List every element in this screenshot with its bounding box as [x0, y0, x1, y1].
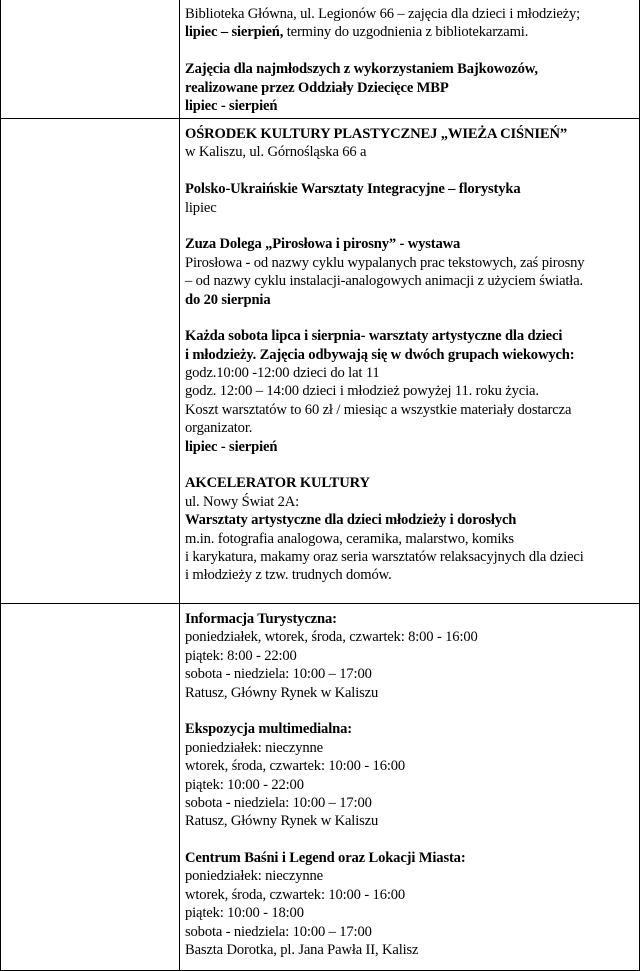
- text-line: [185, 23, 635, 41]
- text-line: Biblioteka Główna, ul. Legionów 66 – zajęcia dla dzieci i młodzieży;: [185, 6, 581, 22]
- text-line: – od nazwy cyklu instalacji-analogowych animacji z użyciem światła.: [185, 273, 584, 290]
- text-line: w Kaliszu, ul. Górnośląska 66 a: [185, 144, 367, 161]
- heading-line: Ekspozycja multimedialna:: [185, 721, 352, 738]
- text-line: godz.10:00 -12:00 dzieci do lat 11: [185, 365, 380, 382]
- text-line: godz. 12:00 – 14:00 dzieci i młodzież powyżej 11. roku życia.: [185, 383, 539, 400]
- text-line: Baszta Dorotka, pl. Jana Pawła II, Kalisz: [185, 942, 419, 959]
- text-line: Pirosłowa - od nazwy cyklu wypalanych prac tekstowych, zaś pirosny: [185, 254, 585, 271]
- text-line: m.in. fotografia analogowa, ceramika, malarstwo, komiks: [185, 530, 514, 547]
- paragraph-gap: [185, 831, 635, 849]
- text-line: poniedziałek: nieczynne: [185, 739, 323, 756]
- paragraph-gap: [185, 162, 635, 180]
- text-line: poniedziałek: nieczynne: [185, 868, 323, 885]
- text-line: Ratusz, Główny Rynek w Kaliszu: [185, 813, 379, 830]
- heading-line: realizowane przez Oddziały Dziecięce MBP: [185, 79, 449, 96]
- paragraph-gap: [185, 42, 635, 60]
- text-line: i młodzieży z tzw. trudnych domów.: [185, 567, 392, 584]
- heading-line: Informacja Turystyczna:: [185, 611, 337, 627]
- text-line: sobota - niedziela: 10:00 – 17:00: [185, 923, 372, 940]
- paragraph-gap: [185, 309, 635, 327]
- text-line: piątek: 10:00 - 18:00: [185, 905, 304, 922]
- text-line: Koszt warsztatów to 60 zł / miesiąc a wszystkie materiały dostarcza: [185, 401, 572, 418]
- heading-line: AKCELERATOR KULTURY: [185, 475, 370, 492]
- text-line: sobota - niedziela: 10:00 – 17:00: [185, 794, 372, 811]
- heading-line: Warsztaty artystyczne dla dzieci młodzieży i dorosłych: [185, 512, 517, 529]
- paragraph-gap: [185, 702, 635, 720]
- left-cell-empty: [1, 119, 180, 604]
- text-line: Ratusz, Główny Rynek w Kaliszu: [185, 684, 379, 701]
- content-cell-tourist-info: [180, 604, 640, 971]
- content-cell-art-centers: [180, 119, 640, 604]
- text-part: terminy do uzgodnienia z bibliotekarzami.: [283, 24, 529, 41]
- left-cell-empty: [1, 604, 180, 971]
- heading-line: Każda sobota lipca i sierpnia- warsztaty artystyczne dla dzieci: [185, 328, 563, 345]
- text-line: i karykatura, makamy oraz seria warsztatów relaksacyjnych dla dzieci: [185, 548, 584, 565]
- heading-line: Centrum Baśni i Legend oraz Lokacji Miasta:: [185, 850, 466, 867]
- heading-line: lipiec - sierpień: [185, 438, 278, 455]
- paragraph-gap: [185, 456, 635, 474]
- text-line: lipiec: [185, 199, 217, 216]
- table-row-library: [1, 0, 640, 119]
- text-line: piątek: 8:00 - 22:00: [185, 647, 297, 664]
- text-line: ul. Nowy Świat 2A:: [185, 493, 300, 510]
- heading-line: lipiec - sierpień: [185, 97, 278, 114]
- text-line: organizator.: [185, 420, 253, 437]
- heading-line: do 20 sierpnia: [185, 291, 271, 308]
- text-line: sobota - niedziela: 10:00 – 17:00: [185, 666, 372, 683]
- left-cell-empty: [1, 0, 180, 119]
- heading-line: Zajęcia dla najmłodszych z wykorzystaniem Bajkowozów,: [185, 61, 538, 78]
- text-line: wtorek, środa, czwartek: 10:00 - 16:00: [185, 758, 406, 775]
- text-line: piątek: 10:00 - 22:00: [185, 776, 304, 793]
- bold-text-part: lipiec – sierpień,: [185, 24, 284, 41]
- heading-line: i młodzieży. Zajęcia odbywają się w dwóch grupach wiekowych:: [185, 346, 575, 363]
- table-row-art-centers: [1, 119, 640, 604]
- text-line: wtorek, środa, czwartek: 10:00 - 16:00: [185, 886, 406, 903]
- text-line: poniedziałek, wtorek, środa, czwartek: 8:00 - 16:00: [185, 629, 478, 646]
- content-cell-library: [180, 0, 640, 119]
- table-row-tourist-info: [1, 604, 640, 971]
- heading-line: OŚRODEK KULTURY PLASTYCZNEJ „WIEŻA CIŚNIEŃ”: [185, 126, 568, 142]
- paragraph-gap: [185, 217, 635, 235]
- heading-line: Zuza Dolega „Pirosłowa i pirosny” - wystawa: [185, 236, 461, 253]
- heading-line: Polsko-Ukraińskie Warsztaty Integracyjne – florystyka: [185, 181, 521, 198]
